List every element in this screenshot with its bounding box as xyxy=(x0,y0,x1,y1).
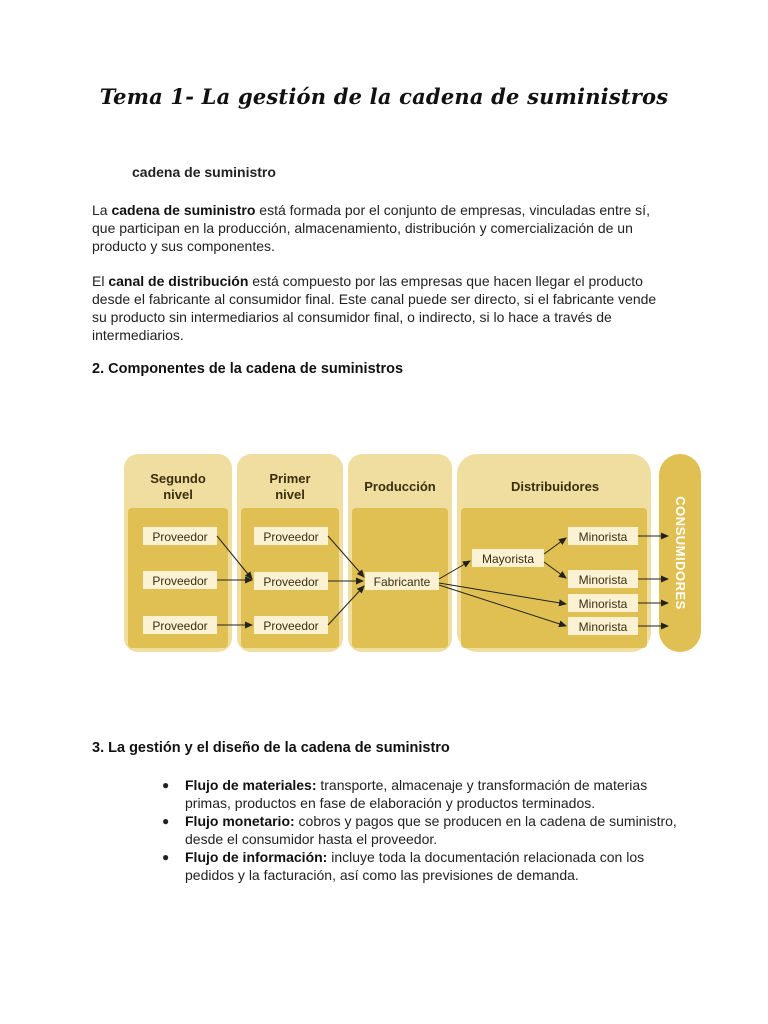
bullet-label: Flujo monetario: xyxy=(185,813,295,829)
section-heading-componentes: 2. Componentes de la cadena de suministros xyxy=(92,361,404,377)
section-heading-cadena: cadena de suministro xyxy=(132,164,276,180)
p2-post: está compuesto por las empresas que hacen llegar el producto desde el fabricante al consumidor final. Este canal puede ser directo, si el fabricante vende su producto sin intermediarios al consumidor final, o indirecto, si lo hace a través de intermediarios. xyxy=(92,273,657,343)
p1-pre: La xyxy=(92,202,112,218)
proveedor-box: Proveedor xyxy=(263,530,319,544)
minorista-box: Minorista xyxy=(578,620,628,634)
primer-nivel-boxes xyxy=(254,527,328,634)
minorista-box: Minorista xyxy=(578,597,628,611)
consumidores-column xyxy=(659,454,701,652)
column-label-primer-2: nivel xyxy=(275,487,305,502)
column-produccion xyxy=(348,454,452,652)
paragraph-canal-definition xyxy=(92,272,672,344)
p1-post: está formada por el conjunto de empresas, vinculadas entre sí, que participan en la producción, almacenamiento, distribución y comercialización de un producto y sus componentes. xyxy=(92,202,650,254)
proveedor-box: Proveedor xyxy=(152,530,208,544)
bullet-text: transporte, almacenaje y transformación de materias primas, productos en fase de elaboración y productos terminados. xyxy=(185,777,648,811)
proveedor-box: Proveedor xyxy=(152,619,208,633)
paragraph-cadena-definition xyxy=(92,201,672,255)
p1-bold-term: cadena de suministro xyxy=(111,202,256,218)
section-heading-gestion: 3. La gestión y el diseño de la cadena de suministro xyxy=(92,740,450,756)
bullet-label: Flujo de información: xyxy=(185,849,328,865)
list-item xyxy=(162,812,682,848)
p2-pre: El xyxy=(92,273,109,289)
proveedor-box: Proveedor xyxy=(263,575,319,589)
consumidores-label: CONSUMIDORES xyxy=(673,496,688,610)
minorista-boxes xyxy=(568,527,638,635)
column-label-primer-1: Primer xyxy=(269,471,311,486)
bullet-dot-icon: ● xyxy=(162,778,170,792)
supply-chain-diagram xyxy=(122,452,704,654)
column-label-produccion: Producción xyxy=(364,479,436,494)
list-item xyxy=(162,848,682,884)
bullet-text: incluye toda la documentación relacionada con los pedidos y la facturación, así como las previsiones de demanda. xyxy=(185,849,645,883)
minorista-box: Minorista xyxy=(578,530,628,544)
proveedor-box: Proveedor xyxy=(152,574,208,588)
document-title: Tema 1- La gestión de la cadena de suministros xyxy=(99,84,669,109)
list-item xyxy=(162,776,682,812)
bullet-label: Flujo de materiales: xyxy=(185,777,317,793)
column-label-segundo-1: Segundo xyxy=(150,471,206,486)
bullet-text: cobros y pagos que se producen en la cadena de suministro, desde el consumidor hasta el proveedor. xyxy=(185,813,677,847)
bullet-dot-icon: ● xyxy=(162,850,170,864)
proveedor-box: Proveedor xyxy=(263,619,319,633)
fabricante-label: Fabricante xyxy=(373,575,431,589)
column-label-distribuidores: Distribuidores xyxy=(510,479,600,494)
bullet-dot-icon: ● xyxy=(162,814,170,828)
mayorista-label: Mayorista xyxy=(481,552,535,566)
segundo-nivel-boxes xyxy=(143,527,217,634)
p2-bold-term: canal de distribución xyxy=(108,273,249,289)
flow-bullet-list xyxy=(162,776,682,884)
column-label-segundo-2: nivel xyxy=(163,487,193,502)
minorista-box: Minorista xyxy=(578,573,628,587)
